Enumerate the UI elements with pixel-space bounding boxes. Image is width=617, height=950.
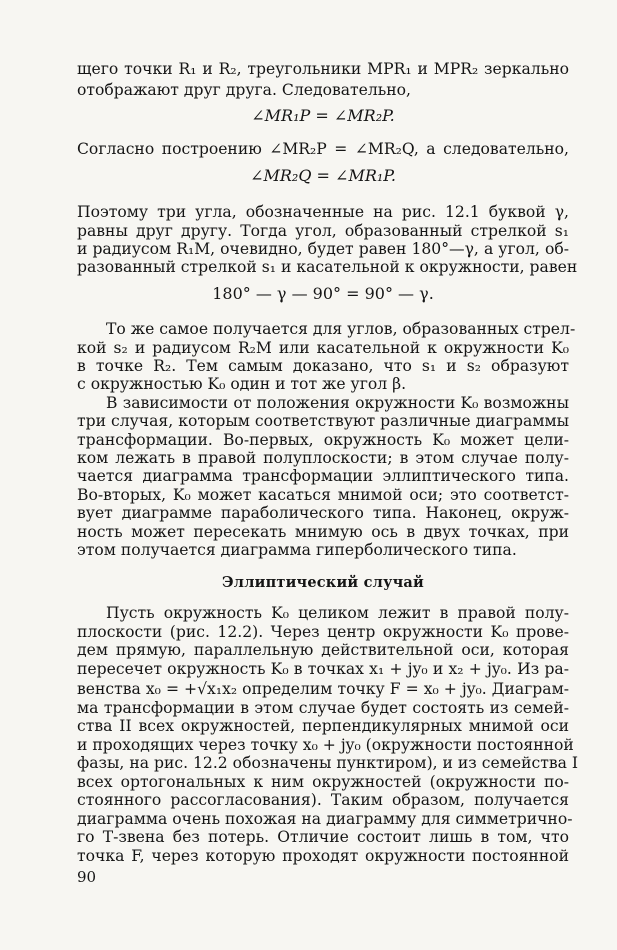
text-line: В зависимости от положения окружности K₀ возможны <box>106 394 569 412</box>
text-line: разованный стрелкой s₁ и касательной к окружности, равен <box>77 258 578 276</box>
text-line: венства x₀ = +√x₁x₂ определим точку F = x₀ + jy₀. Диаграм- <box>77 680 569 698</box>
text-line: ком лежать в правой полуплоскости; в этом случае полу- <box>77 449 569 467</box>
text-line: дем прямую, параллельную действительной оси, которая <box>77 641 569 659</box>
text-line: Пусть окружность K₀ целиком лежит в правой полу- <box>106 604 569 622</box>
text-line: диаграмма очень похожая на диаграмму для симметрично- <box>77 810 573 828</box>
text-line: го Т-звена без потерь. Отличие состоит лишь в том, что <box>77 828 569 846</box>
page-number: 90 <box>77 868 97 886</box>
text-line: кой s₂ и радиусом R₂M или касательной к окружности K₀ <box>77 339 569 357</box>
formula: ∠MR₁P = ∠MR₂P. <box>251 106 395 125</box>
text-line: ства II всех окружностей, перпендикулярных мнимой оси <box>77 717 569 735</box>
text-line: равны друг другу. Тогда угол, образованный стрелкой s₁ <box>77 222 569 240</box>
text-line: вует диаграмме параболического типа. Наконец, окруж- <box>77 504 569 522</box>
text-line: трансформации. Во-первых, окружность K₀ может цели- <box>77 431 569 449</box>
text-line: и проходящих через точку x₀ + jy₀ (окружности постоянной <box>77 736 574 754</box>
text-line: плоскости (рис. 12.2). Через центр окружности K₀ прове- <box>77 623 569 641</box>
section-heading: Эллиптический случай <box>222 574 424 591</box>
text-line: пересечет окружность K₀ в точках x₁ + jy₀ и x₂ + jy₀. Из ра- <box>77 660 569 678</box>
text-line: отображают друг друга. Следовательно, <box>77 81 412 99</box>
text-line: чается диаграмма трансформации эллиптического типа. <box>77 467 569 485</box>
text-line: ма трансформации в этом случае будет состоять из семей- <box>77 699 569 717</box>
text-line: и радиусом R₁M, очевидно, будет равен 180°—γ, а угол, об- <box>77 240 569 258</box>
text-line: Поэтому три угла, обозначенные на рис. 12.1 буквой γ, <box>77 203 569 221</box>
text-line: Согласно построению ∠MR₂P = ∠MR₂Q, а следовательно, <box>77 140 569 158</box>
text-line: Во-вторых, K₀ может касаться мнимой оси; это соответст- <box>77 486 569 504</box>
text-line: этом получается диаграмма гиперболического типа. <box>77 541 517 559</box>
formula: 180° — γ — 90° = 90° — γ. <box>212 284 434 303</box>
text-line: с окружностью K₀ один и тот же угол β. <box>77 375 407 393</box>
text-line: точка F, через которую проходят окружности постоянной <box>77 847 569 865</box>
text-line: стоянного рассогласования). Таким образом, получается <box>77 791 569 809</box>
text-line: всех ортогональных к ним окружностей (окружности по- <box>77 773 569 791</box>
text-line: щего точки R₁ и R₂, треугольники MPR₁ и MPR₂ зеркально <box>77 60 569 78</box>
text-line: фазы, на рис. 12.2 обозначены пунктиром), и из семейства I <box>77 754 579 772</box>
text-line: ность может пересекать мнимую ось в двух точках, при <box>77 523 569 541</box>
text-line: То же самое получается для углов, образованных стрел- <box>106 320 576 338</box>
text-line: три случая, которым соответствуют различные диаграммы <box>77 412 569 430</box>
text-line: в точке R₂. Тем самым доказано, что s₁ и s₂ образуют <box>77 357 569 375</box>
formula: ∠MR₂Q = ∠MR₁P. <box>250 166 396 185</box>
